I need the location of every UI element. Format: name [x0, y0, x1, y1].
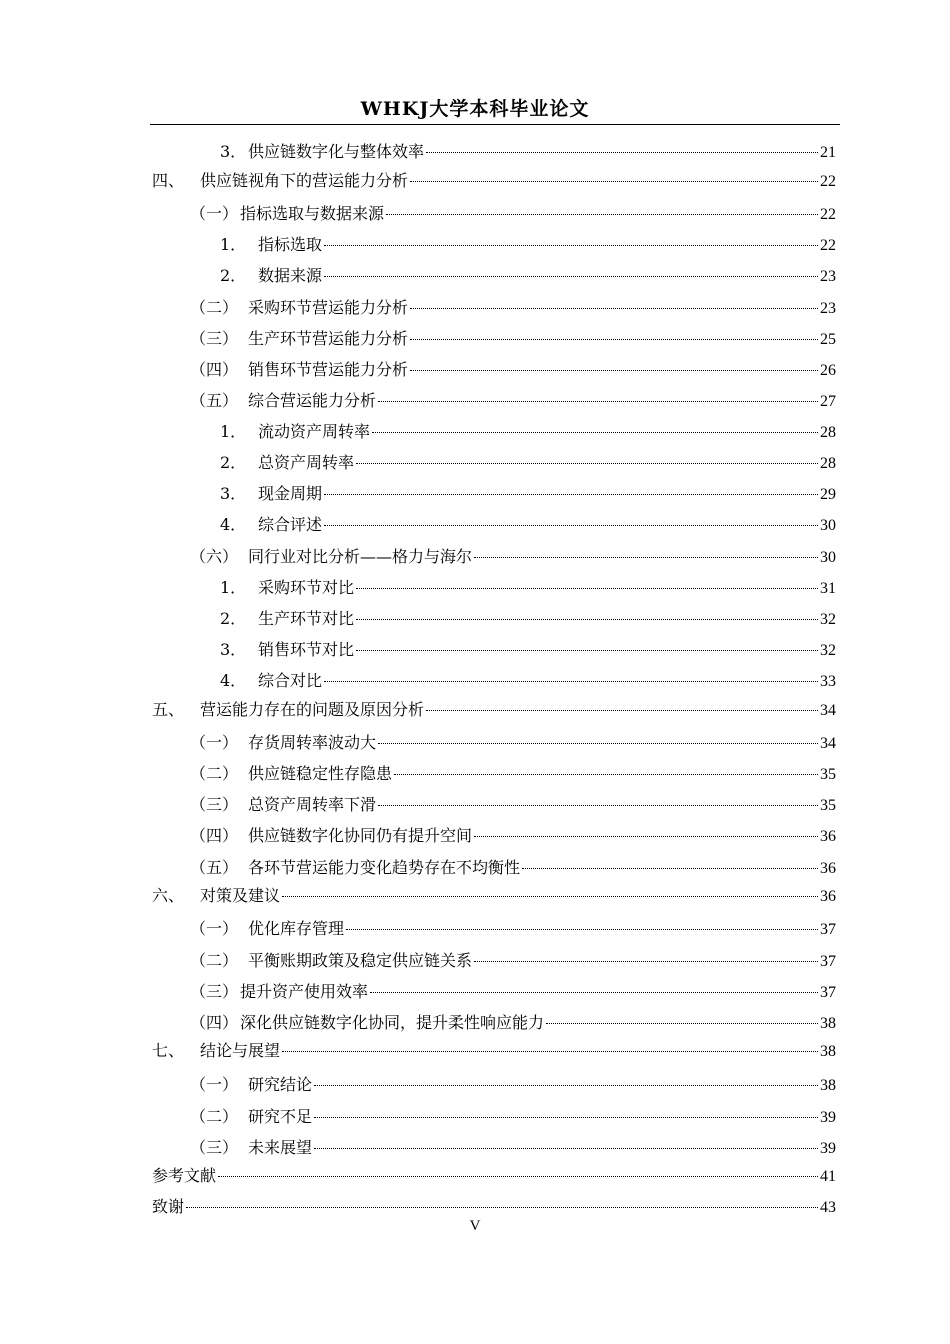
toc-entry[interactable]	[0, 1136, 950, 1160]
toc-entry-number: （一）	[190, 204, 239, 223]
dot-leader	[282, 895, 818, 897]
toc-entry-page: 30	[820, 549, 836, 566]
toc-entry-number: （一）	[190, 919, 239, 938]
toc-entry-title: 数据来源	[258, 266, 323, 285]
toc-entry-number: （一）	[190, 1075, 239, 1094]
toc-entry[interactable]	[0, 233, 950, 257]
toc-entry-page: 37	[820, 984, 836, 1001]
toc-entry-page: 27	[820, 393, 836, 410]
toc-entry-page: 22	[820, 237, 836, 254]
toc-entry-page: 22	[820, 206, 836, 223]
toc-entry-page: 29	[820, 486, 836, 503]
toc-entry-title: 深化供应链数字化协同，提升柔性响应能力	[240, 1013, 545, 1032]
toc-entry[interactable]	[0, 607, 950, 631]
toc-entry[interactable]	[0, 638, 950, 662]
running-header: WHKJ大学本科毕业论文	[360, 98, 590, 120]
toc-entry-number: （五）	[190, 858, 239, 877]
toc-entry-page: 38	[820, 1043, 836, 1060]
toc-entry-number: 3．	[220, 640, 247, 659]
toc-entry-page: 36	[820, 888, 836, 905]
toc-entry-title: 各环节营运能力变化趋势存在不均衡性	[248, 858, 521, 877]
dot-leader	[474, 835, 818, 837]
page-number: V	[469, 1218, 481, 1234]
toc-entry-title: 综合评述	[258, 515, 323, 534]
toc-entry-number: 3．	[220, 484, 247, 503]
dot-leader	[372, 431, 818, 433]
dot-leader	[314, 1116, 818, 1118]
toc-entry-number: （三）	[190, 329, 239, 348]
toc-entry[interactable]	[0, 202, 950, 226]
dot-leader	[282, 1050, 818, 1052]
dot-leader	[426, 709, 818, 711]
toc-entry-title: 指标选取	[258, 235, 323, 254]
toc-entry-page: 32	[820, 611, 836, 628]
toc-entry-number: （一）	[190, 733, 239, 752]
dot-leader	[324, 524, 818, 526]
toc-entry-page: 39	[820, 1140, 836, 1157]
toc-entry[interactable]	[0, 1164, 950, 1188]
toc-entry[interactable]	[0, 731, 950, 755]
dot-leader	[474, 960, 818, 962]
toc-entry-number: 七、	[152, 1041, 185, 1060]
toc-entry-number: 4．	[220, 671, 247, 690]
toc-entry-number: 2．	[220, 609, 247, 628]
dot-leader	[426, 151, 818, 153]
dot-leader	[356, 618, 818, 620]
toc-entry-title: 供应链数字化与整体效率	[248, 142, 425, 161]
toc-entry[interactable]	[0, 545, 950, 569]
toc-entry-title: 流动资产周转率	[258, 422, 371, 441]
toc-entry-number: 1．	[220, 422, 247, 441]
toc-entry-title: 未来展望	[248, 1138, 313, 1157]
dot-leader	[378, 400, 818, 402]
dot-leader	[370, 991, 818, 993]
toc-entry[interactable]	[0, 420, 950, 444]
toc-entry-number: 四、	[152, 171, 185, 190]
dot-leader	[410, 369, 818, 371]
toc-entry[interactable]	[0, 698, 950, 722]
toc-entry-title: 供应链视角下的营运能力分析	[200, 171, 409, 190]
toc-entry-page: 37	[820, 953, 836, 970]
toc-entry[interactable]	[0, 451, 950, 475]
toc-entry-number: （二）	[190, 764, 239, 783]
dot-leader	[378, 742, 818, 744]
toc-entry[interactable]	[0, 296, 950, 320]
toc-entry-page: 36	[820, 828, 836, 845]
toc-entry[interactable]	[0, 1073, 950, 1097]
toc-entry-title: 同行业对比分析——格力与海尔	[248, 547, 473, 566]
toc-entry-title: 总资产周转率下滑	[248, 795, 377, 814]
toc-entry-number: （六）	[190, 547, 239, 566]
toc-entry-page: 38	[820, 1077, 836, 1094]
toc-entry[interactable]	[0, 980, 950, 1004]
toc-entry-title: 综合营运能力分析	[248, 391, 377, 410]
toc-entry[interactable]	[0, 1195, 950, 1219]
toc-entry-page: 26	[820, 362, 836, 379]
dot-leader	[410, 338, 818, 340]
toc-entry-number: 1．	[220, 578, 247, 597]
toc-entry-title: 综合对比	[258, 671, 323, 690]
dot-leader	[378, 804, 818, 806]
toc-entry-number: （三）	[190, 1138, 239, 1157]
toc-entry-title: 生产环节对比	[258, 609, 355, 628]
toc-entry-page: 31	[820, 580, 836, 597]
toc-entry-number: （二）	[190, 951, 239, 970]
toc-entry-number: 六、	[152, 886, 185, 905]
toc-entry-page: 34	[820, 702, 836, 719]
toc-entry-page: 35	[820, 797, 836, 814]
toc-entry[interactable]	[0, 793, 950, 817]
toc-entry-number: （五）	[190, 391, 239, 410]
toc-entry-title: 结论与展望	[200, 1041, 281, 1060]
toc-entry-title: 研究不足	[248, 1107, 313, 1126]
dot-leader	[314, 1147, 818, 1149]
toc-entry[interactable]	[0, 169, 950, 193]
toc-entry-page: 21	[820, 144, 836, 161]
toc-entry-page: 28	[820, 455, 836, 472]
dot-leader	[410, 180, 818, 182]
dot-leader	[186, 1206, 818, 1208]
dot-leader	[394, 773, 818, 775]
toc-entry[interactable]	[0, 327, 950, 351]
toc-entry-number: （二）	[190, 1107, 239, 1126]
toc-entry-page: 22	[820, 173, 836, 190]
toc-entry-page: 36	[820, 860, 836, 877]
dot-leader	[314, 1084, 818, 1086]
toc-entry[interactable]	[0, 264, 950, 288]
toc-entry-page: 25	[820, 331, 836, 348]
dot-leader	[410, 307, 818, 309]
toc-entry-number: 4．	[220, 515, 247, 534]
dot-leader	[346, 928, 818, 930]
toc-entry-title: 供应链稳定性存隐患	[248, 764, 393, 783]
toc-entry-number: （四）	[190, 360, 239, 379]
toc-entry[interactable]	[0, 1105, 950, 1129]
toc-entry-title: 采购环节营运能力分析	[248, 298, 409, 317]
toc-entry-title: 研究结论	[248, 1075, 313, 1094]
toc-entry-title: 致谢	[152, 1197, 185, 1216]
dot-leader	[324, 680, 818, 682]
dot-leader	[324, 244, 818, 246]
toc-entry[interactable]	[0, 482, 950, 506]
toc-entry-title: 供应链数字化协同仍有提升空间	[248, 826, 473, 845]
toc-entry[interactable]	[0, 513, 950, 537]
toc-entry-page: 30	[820, 517, 836, 534]
toc-entry-title: 生产环节营运能力分析	[248, 329, 409, 348]
dot-leader	[546, 1022, 818, 1024]
toc-entry[interactable]	[0, 1039, 950, 1063]
toc-entry-number: （四）	[190, 1013, 239, 1032]
toc-entry[interactable]	[0, 669, 950, 693]
dot-leader	[324, 275, 818, 277]
toc-entry-title: 营运能力存在的问题及原因分析	[200, 700, 425, 719]
toc-entry-page: 35	[820, 766, 836, 783]
toc-entry-number: （二）	[190, 298, 239, 317]
toc-entry-page: 37	[820, 921, 836, 938]
dot-leader	[522, 867, 818, 869]
toc-entry-title: 总资产周转率	[258, 453, 355, 472]
dot-leader	[474, 556, 818, 558]
toc-entry-page: 23	[820, 300, 836, 317]
toc-entry-number: 1．	[220, 235, 247, 254]
toc-entry[interactable]	[0, 856, 950, 880]
toc-entry[interactable]	[0, 884, 950, 908]
toc-entry-title: 平衡账期政策及稳定供应链关系	[248, 951, 473, 970]
toc-entry-title: 现金周期	[258, 484, 323, 503]
dot-leader	[356, 649, 818, 651]
toc-entry-page: 33	[820, 673, 836, 690]
toc-entry-number: （三）	[190, 795, 239, 814]
toc-entry-number: 3．	[220, 142, 247, 161]
dot-leader	[218, 1175, 818, 1177]
toc-entry[interactable]	[0, 824, 950, 848]
toc-entry-title: 对策及建议	[200, 886, 281, 905]
toc-entry-title: 指标选取与数据来源	[240, 204, 385, 223]
toc-entry[interactable]	[0, 140, 950, 164]
toc-entry-number: 2．	[220, 266, 247, 285]
toc-entry-title: 存货周转率波动大	[248, 733, 377, 752]
dot-leader	[356, 462, 818, 464]
toc-entry[interactable]	[0, 389, 950, 413]
toc-entry-title: 优化库存管理	[248, 919, 345, 938]
toc-entry-number: 2．	[220, 453, 247, 472]
toc-entry[interactable]	[0, 762, 950, 786]
toc-entry-title: 销售环节对比	[258, 640, 355, 659]
toc-entry-page: 23	[820, 268, 836, 285]
toc-entry[interactable]	[0, 917, 950, 941]
toc-entry-page: 38	[820, 1015, 836, 1032]
toc-entry-number: （四）	[190, 826, 239, 845]
toc-entry-title: 参考文献	[152, 1166, 217, 1185]
toc-entry-title: 采购环节对比	[258, 578, 355, 597]
toc-entry-page: 32	[820, 642, 836, 659]
toc-entry-page: 43	[820, 1199, 836, 1216]
toc-entry-title: 提升资产使用效率	[240, 982, 369, 1001]
toc-entry-number: 五、	[152, 700, 185, 719]
toc-entry-page: 28	[820, 424, 836, 441]
toc-entry[interactable]	[0, 576, 950, 600]
toc-entry-page: 34	[820, 735, 836, 752]
toc-entry[interactable]	[0, 358, 950, 382]
dot-leader	[386, 213, 818, 215]
toc-entry-page: 39	[820, 1109, 836, 1126]
toc-entry-title: 销售环节营运能力分析	[248, 360, 409, 379]
dot-leader	[356, 587, 818, 589]
dot-leader	[324, 493, 818, 495]
toc-entry-page: 41	[820, 1168, 836, 1185]
toc-entry-number: （三）	[190, 982, 239, 1001]
toc-entry[interactable]	[0, 1011, 950, 1035]
toc-entry[interactable]	[0, 949, 950, 973]
